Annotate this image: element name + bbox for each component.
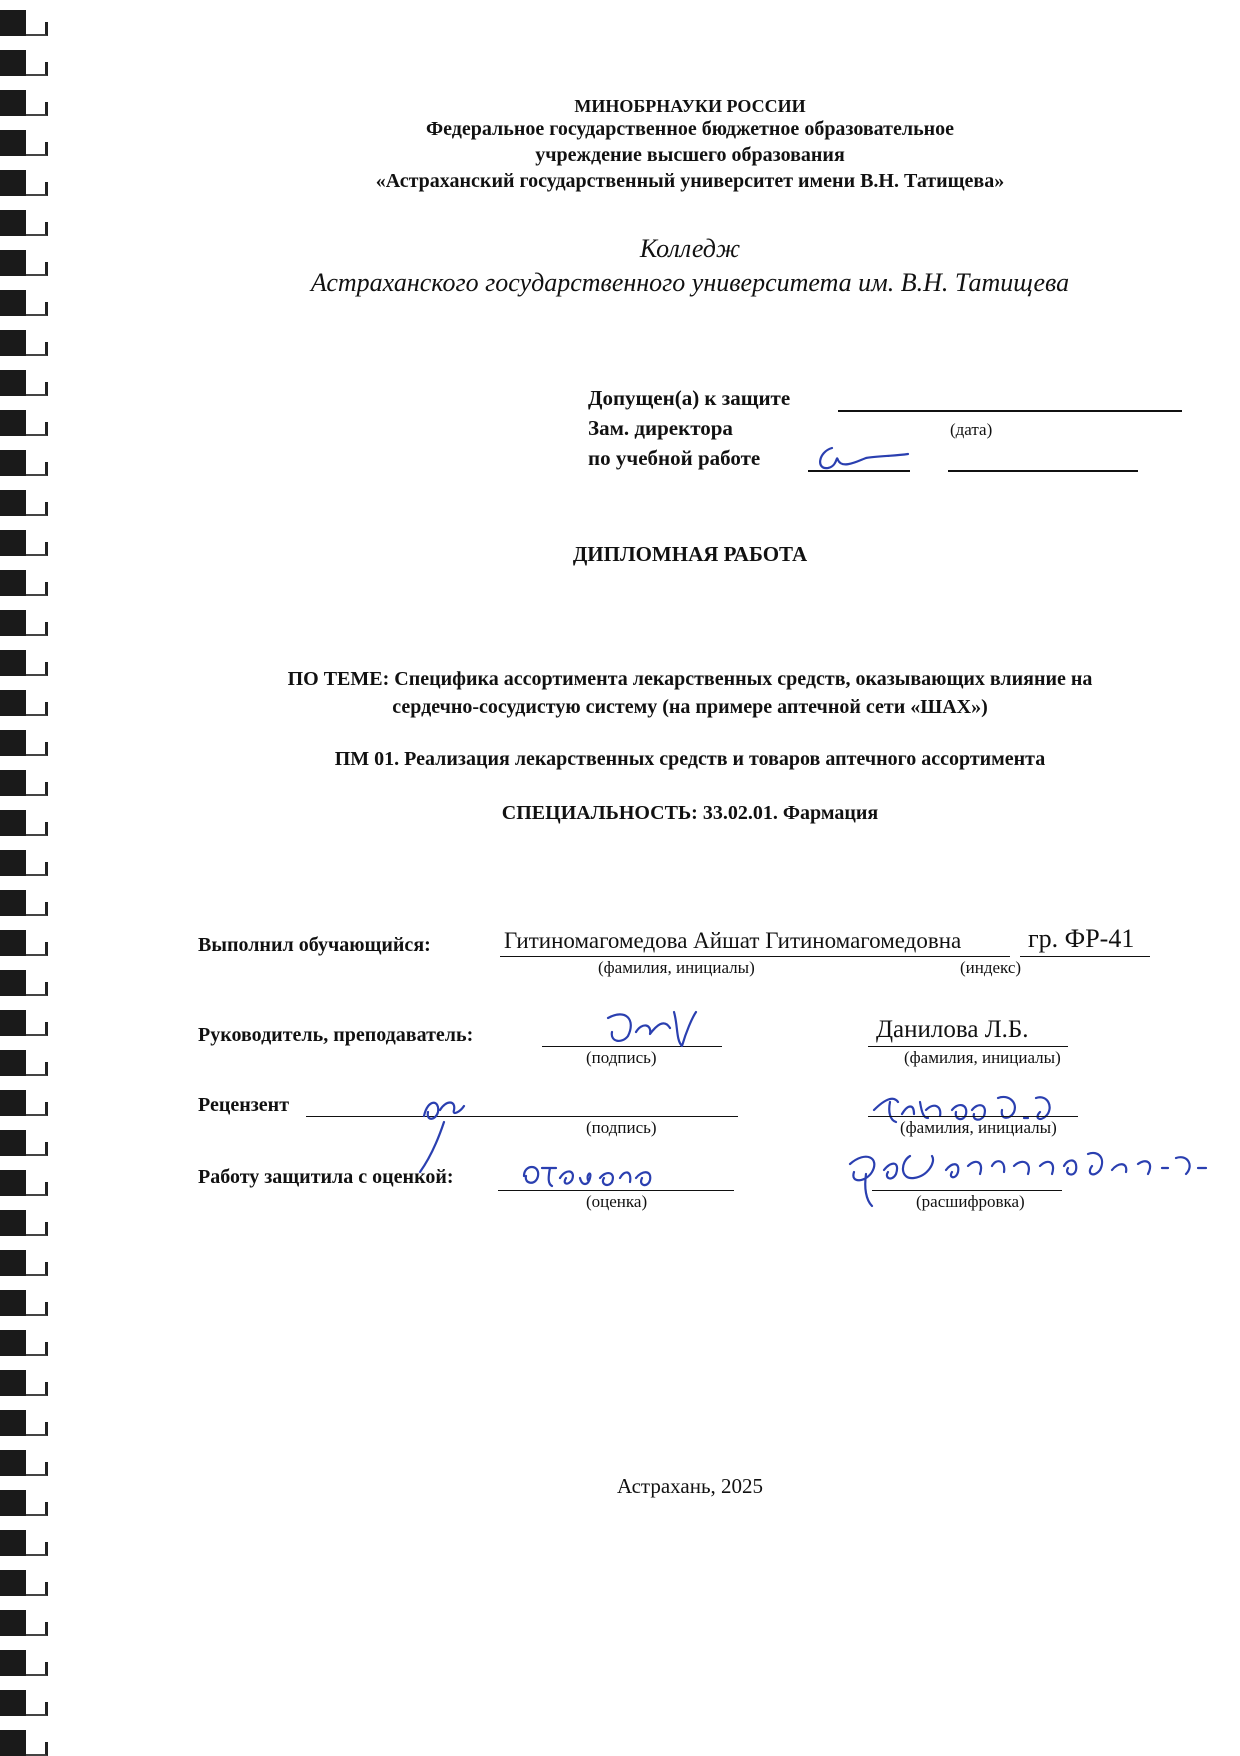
binding-ring bbox=[0, 1370, 50, 1396]
college-line-1: Колледж bbox=[639, 234, 741, 263]
admitted-label: Допущен(а) к защите bbox=[588, 386, 791, 410]
reviewer-label: Рецензент bbox=[198, 1094, 290, 1116]
binding-ring bbox=[0, 90, 50, 116]
binding-ring bbox=[0, 850, 50, 876]
binding-ring bbox=[0, 690, 50, 716]
defense-grade-hint: (оценка) bbox=[586, 1192, 648, 1211]
binding-ring bbox=[0, 450, 50, 476]
binding-ring bbox=[0, 330, 50, 356]
module-title: ПМ 01. Реализация лекарственных средств и товаров аптечного ассортимента bbox=[334, 748, 1046, 770]
binding-ring bbox=[0, 1610, 50, 1636]
admitted-date-line bbox=[838, 410, 1182, 412]
binding-ring bbox=[0, 1690, 50, 1716]
supervisor-name-hint: (фамилия, инициалы) bbox=[904, 1048, 1061, 1067]
binding-ring bbox=[0, 1730, 50, 1756]
college-line-2: Астраханского государственного университета им. В.Н. Татищева bbox=[310, 268, 1070, 297]
binding-ring bbox=[0, 1410, 50, 1436]
binding-ring bbox=[0, 1650, 50, 1676]
binding-ring bbox=[0, 650, 50, 676]
binding-ring bbox=[0, 1090, 50, 1116]
binding-ring bbox=[0, 1530, 50, 1556]
approval-date-line bbox=[948, 470, 1138, 472]
binding-ring bbox=[0, 810, 50, 836]
binding-ring bbox=[0, 1170, 50, 1196]
binding-ring bbox=[0, 1290, 50, 1316]
reviewer-name-line bbox=[868, 1116, 1078, 1117]
ministry-name: МИНОБРНАУКИ РОССИИ bbox=[574, 96, 806, 116]
binding-ring bbox=[0, 210, 50, 236]
student-label: Выполнил обучающийся: bbox=[198, 934, 431, 956]
binding-ring bbox=[0, 10, 50, 36]
binding-ring bbox=[0, 930, 50, 956]
binding-ring bbox=[0, 1250, 50, 1276]
binding-ring bbox=[0, 970, 50, 996]
supervisor-name-line bbox=[868, 1046, 1068, 1047]
specialty: СПЕЦИАЛЬНОСТЬ: 33.02.01. Фармация bbox=[501, 802, 879, 824]
binding-ring bbox=[0, 1130, 50, 1156]
supervisor-sign-hint: (подпись) bbox=[586, 1048, 657, 1067]
binding-ring bbox=[0, 170, 50, 196]
institution-line-2: учреждение высшего образования bbox=[535, 144, 845, 166]
defense-label: Работу защитила с оценкой: bbox=[198, 1166, 454, 1188]
institution-line-1: Федеральное государственное бюджетное образовательное bbox=[425, 118, 955, 140]
date-hint: (дата) bbox=[950, 420, 993, 439]
spiral-binding bbox=[0, 0, 70, 1754]
student-group-line bbox=[1020, 956, 1150, 957]
deputy-label: Зам. директора bbox=[588, 416, 733, 440]
binding-ring bbox=[0, 1010, 50, 1036]
binding-ring bbox=[0, 1050, 50, 1076]
topic-line-2: сердечно-сосудистую систему (на примере аптечной сети «ШАХ») bbox=[392, 696, 988, 718]
reviewer-sign-hint: (подпись) bbox=[586, 1118, 657, 1137]
city-year: Астрахань, 2025 bbox=[616, 1474, 764, 1498]
supervisor-signature bbox=[596, 1002, 706, 1052]
binding-ring bbox=[0, 610, 50, 636]
binding-ring bbox=[0, 1570, 50, 1596]
student-group-hint: (индекс) bbox=[960, 958, 1022, 977]
institution-line-3: «Астраханский государственный университет имени В.Н. Татищева» bbox=[375, 170, 1005, 192]
director-signature bbox=[808, 438, 918, 478]
binding-ring bbox=[0, 530, 50, 556]
supervisor-label: Руководитель, преподаватель: bbox=[198, 1024, 474, 1046]
binding-ring bbox=[0, 770, 50, 796]
defense-signer-line bbox=[872, 1190, 1062, 1191]
binding-ring bbox=[0, 410, 50, 436]
binding-ring bbox=[0, 490, 50, 516]
binding-ring bbox=[0, 290, 50, 316]
binding-ring bbox=[0, 370, 50, 396]
document-title: ДИПЛОМНАЯ РАБОТА bbox=[572, 542, 808, 566]
academic-work-label: по учебной работе bbox=[588, 446, 761, 470]
binding-ring bbox=[0, 730, 50, 756]
binding-ring bbox=[0, 1490, 50, 1516]
student-name-line bbox=[500, 956, 1010, 957]
binding-ring bbox=[0, 1450, 50, 1476]
reviewer-name-hint: (фамилия, инициалы) bbox=[900, 1118, 1057, 1137]
defense-signer-hint: (расшифровка) bbox=[916, 1192, 1025, 1211]
binding-ring bbox=[0, 1210, 50, 1236]
binding-ring bbox=[0, 1330, 50, 1356]
student-name-hint: (фамилия, инициалы) bbox=[598, 958, 755, 977]
student-name: Гитиномагомедова Айшат Гитиномагомедовна bbox=[504, 928, 962, 953]
binding-ring bbox=[0, 130, 50, 156]
defense-grade-handwritten bbox=[516, 1156, 676, 1192]
binding-ring bbox=[0, 570, 50, 596]
reviewer-signature bbox=[404, 1076, 484, 1176]
defense-chair-signature bbox=[836, 1144, 1216, 1214]
binding-ring bbox=[0, 250, 50, 276]
supervisor-name: Данилова Л.Б. bbox=[876, 1016, 1029, 1043]
reviewer-signature-line bbox=[306, 1116, 738, 1117]
binding-ring bbox=[0, 50, 50, 76]
binding-ring bbox=[0, 890, 50, 916]
topic-line-1: ПО ТЕМЕ: Специфика ассортимента лекарственных средств, оказывающих влияние на bbox=[287, 668, 1093, 690]
student-group: гр. ФР-41 bbox=[1028, 924, 1135, 953]
